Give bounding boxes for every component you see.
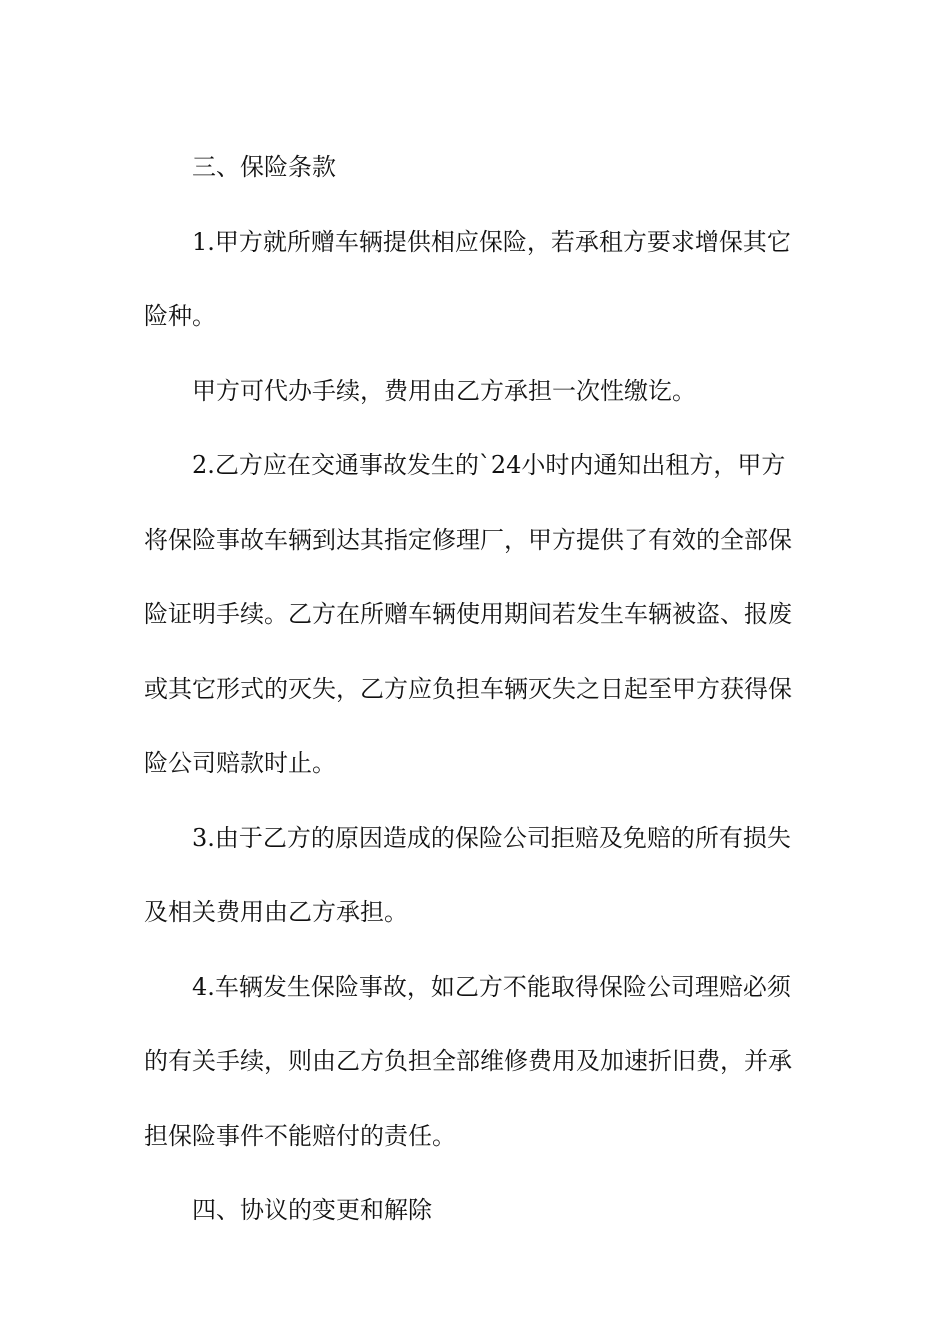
paragraph-line: 甲方可代办手续，费用由乙方承担一次性缴讫。: [192, 376, 696, 405]
paragraph-line: 险种。: [144, 302, 216, 330]
paragraph-line: 及相关费用由乙方承担。: [144, 898, 408, 926]
paragraph-line: 的有关手续，则由乙方负担全部维修费用及加速折旧费，并承: [144, 1047, 792, 1075]
paragraph-line: 将保险事故车辆到达其指定修理厂，甲方提供了有效的全部保: [144, 525, 792, 554]
paragraph-line: 险证明手续。乙方在所赠车辆使用期间若发生车辆被盗、报废: [144, 600, 792, 628]
section-heading-agreement-change: 四、协议的变更和解除: [192, 1196, 432, 1224]
paragraph-line: 3.由于乙方的原因造成的保险公司拒赔及免赔的所有损失: [192, 823, 791, 852]
paragraph-line: 4.车辆发生保险事故，如乙方不能取得保险公司理赔必须: [192, 972, 791, 1001]
section-heading-insurance: 三、保险条款: [192, 153, 336, 181]
paragraph-line: 担保险事件不能赔付的责任。: [144, 1121, 456, 1150]
paragraph-line: 或其它形式的灭失，乙方应负担车辆灭失之日起至甲方获得保: [144, 674, 792, 703]
document-body: [144, 130, 806, 1248]
paragraph-line: 险公司赔款时止。: [144, 749, 336, 777]
paragraph-line: 1.甲方就所赠车辆提供相应保险，若承租方要求增保其它: [192, 227, 791, 256]
paragraph-line: 2.乙方应在交通事故发生的`24小时内通知出租方，甲方: [192, 451, 786, 479]
